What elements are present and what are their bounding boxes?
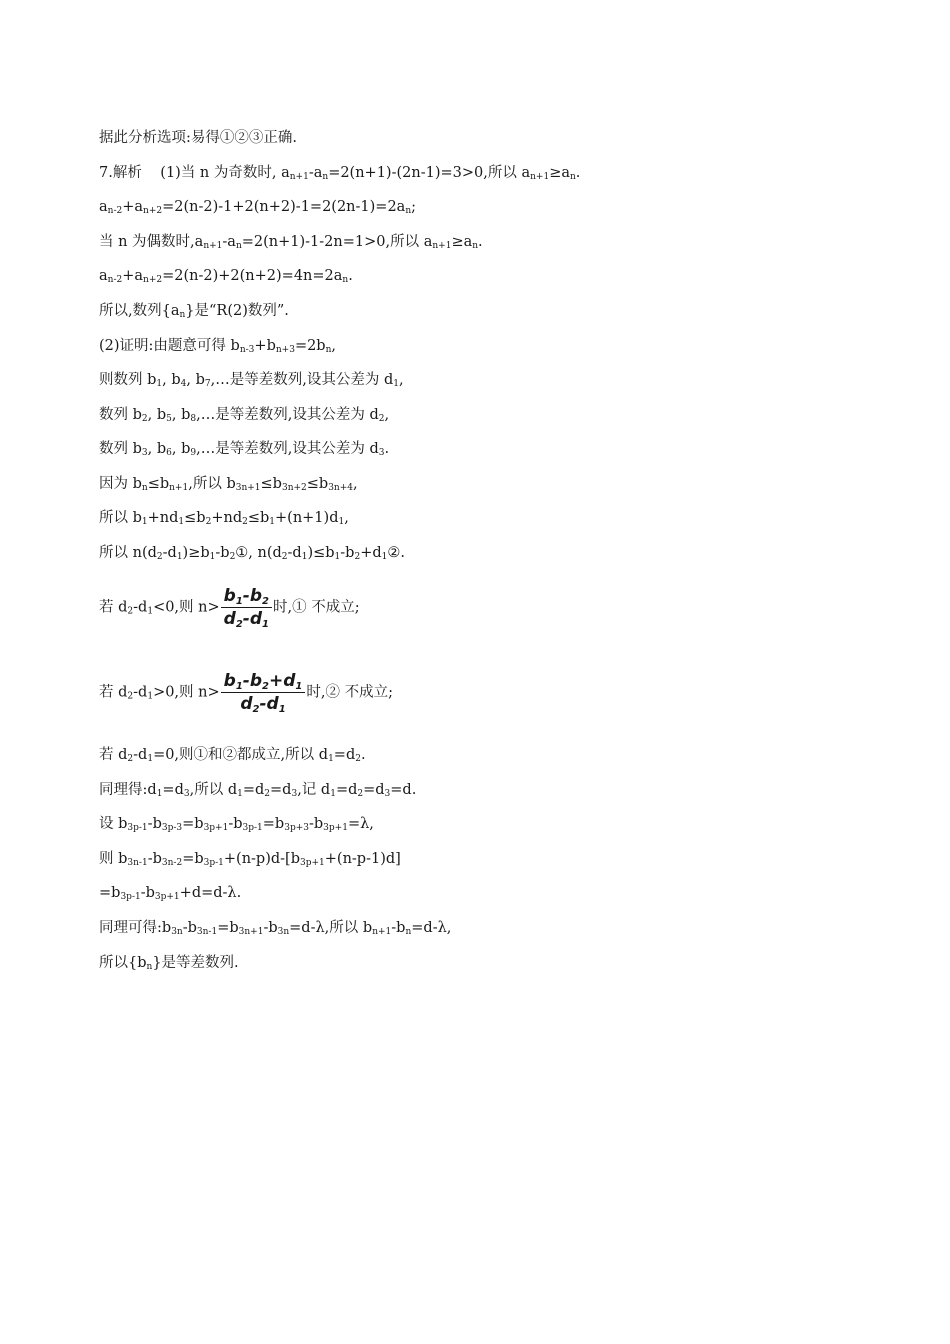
line-4: 当 n 为偶数时$,a_{n+1}-a_n=2(n+1)-1-2n=1>0$,所以 $a_{n+1}\ge a_n$.	[99, 234, 483, 251]
line-5: $a_{n-2}+a_{n+2}=2(n-2)+2(n+2)=4n=2a_n$.	[99, 268, 353, 285]
line-12: 所以 $b_1+nd_1\le b_2+nd_2\le b_1+(n+1)d_1$,	[99, 510, 349, 527]
line-17: 同理得$:d_1=d_3$,所以 $d_1=d_2=d_3$,记 $d_1=d_2=d_3=d$.	[99, 782, 417, 799]
line-7: (2)证明:由题意可得 $b_{n-3}+b_{n+3}=2b_n$,	[99, 338, 337, 355]
line-18: 设 $b_{3p-1}-b_{3p-3}=b_{3p+1}-b_{3p-1}=b_{3p+3}-b_{3p+1}=\lambda$,	[99, 816, 374, 833]
line-10: 数列 $b_3$, $b_6$, $b_9,\dots$是等差数列,设其公差为 $d_3$.	[99, 441, 390, 458]
line-8: 则数列 $b_1$, $b_4$, $b_7,\dots$是等差数列,设其公差为 $d_1$,	[99, 372, 404, 389]
line-2: 7.解析 (1)当 n 为奇数时, $a_{n+1}-a_n=2(n+1)-(2n-1)=3>0$,所以 $a_{n+1}\ge a_n$.	[99, 165, 581, 182]
line-13: 所以 $n(d_2-d_1)\ge b_1-b_2①$, $n(d_2-d_1)\le b_1-b_2+d_1②$.	[99, 545, 405, 562]
line-14: 若 $d_2-d_1<0$,则 n> $\frac{b_1-b_2}{d_2-d_1}$ 时,① 不成立;	[99, 586, 360, 630]
line-6: 所以,数列$\{a_n\}$是“R(2)数列”.	[99, 303, 289, 320]
line-22: 所以$\{b_n\}$是等差数列.	[99, 955, 239, 972]
line-3: $a_{n-2}+a_{n+2}=2(n-2)-1+2(n+2)-1=2(2n-1)=2a_n$;	[99, 199, 417, 216]
line-1: 据此分析选项:易得①②③正确.	[99, 130, 297, 146]
fraction-1: $\frac{b_1-b_2}{d_2-d_1}$	[221, 585, 272, 630]
line-15: 若 $d_2-d_1>0$,则 n> $\frac{b_1-b_2+d_1}{d_2-d_1}$ 时,② 不成立;	[99, 671, 393, 715]
line-21: 同理可得$:b_{3n}-b_{3n-1}=b_{3n+1}-b_{3n}=d-\lambda$,所以 $b_{n+1}-b_n=d-\lambda$,	[99, 920, 452, 937]
line-20: $=b_{3p-1}-b_{3p+1}+d=d-\lambda$.	[99, 885, 242, 902]
line-19: 则 $b_{3n-1}-b_{3n-2}=b_{3p-1}+(n-p)d-[b_{3p+1}+(n-p-1)d]$	[99, 851, 401, 868]
line-16: 若 $d_2-d_1=0$,则①和②都成立,所以 $d_1=d_2$.	[99, 747, 366, 764]
line-11: 因为 $b_n\le b_{n+1}$,所以 $b_{3n+1}\le b_{3n+2}\le b_{3n+4}$,	[99, 476, 358, 493]
fraction-2: $\frac{b_1-b_2+d_1}{d_2-d_1}$	[221, 670, 306, 715]
line-9: 数列 $b_2$, $b_5$, $b_8,\dots$是等差数列,设其公差为 $d_2$,	[99, 407, 390, 424]
